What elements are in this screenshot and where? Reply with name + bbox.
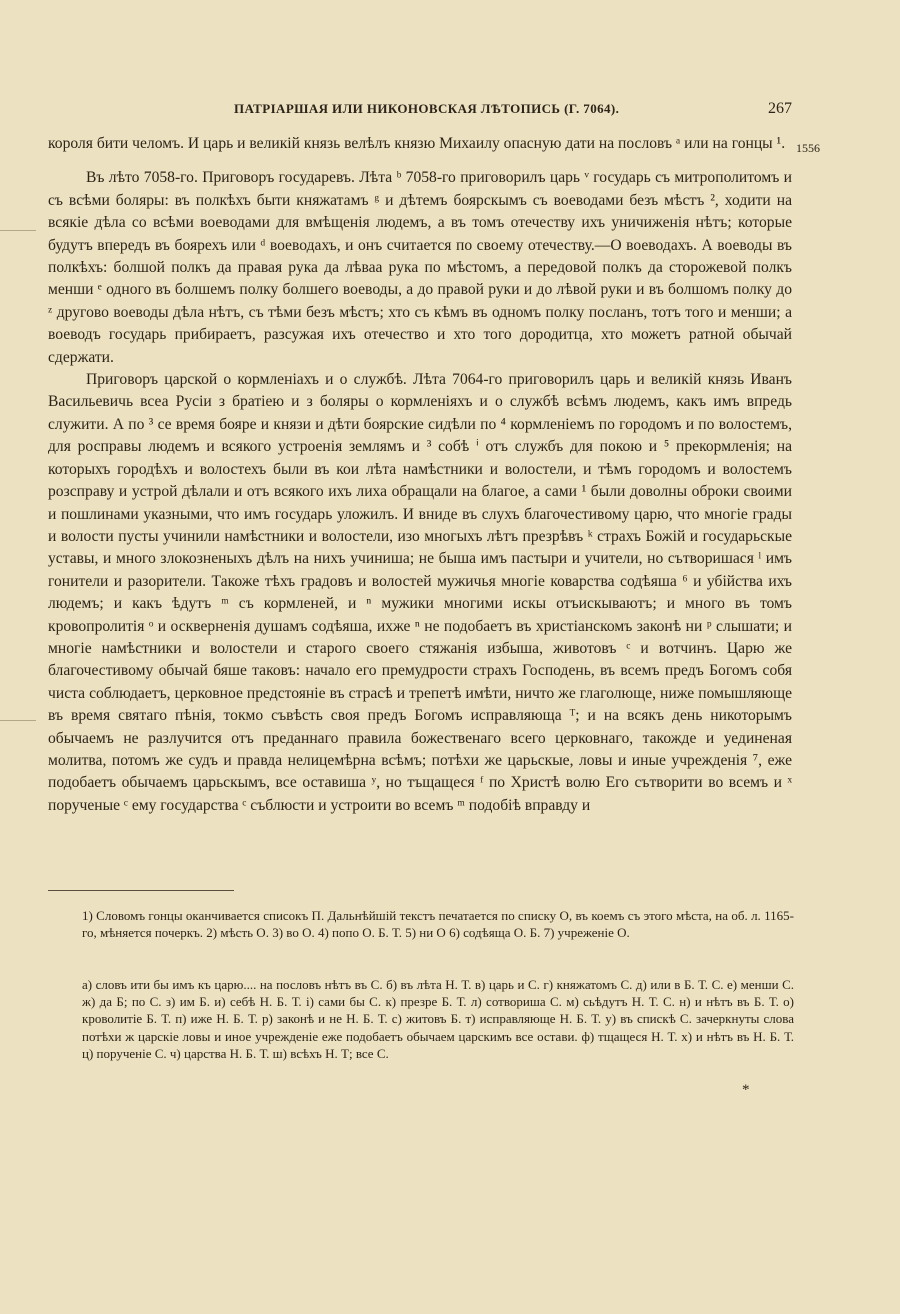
paragraph: короля бити челомъ. И царь и великій князь велѣлъ князю Михаилу опасную дати на пословъ ᵃ или на гонцы ¹. <box>48 135 786 152</box>
paragraph: Въ лѣто 7058-го. Приговоръ государевъ. Лѣта ᵇ 7058-го приговорилъ царь ᵛ государь съ митрополитомъ и съ всѣми боляры: въ полкѣхъ быти княжатамъ ᵍ и дѣтемъ боярскымъ съ воеводами безъ мѣстъ ², ходити на всякіе дѣла со всѣми воеводами для вмѣщенія людемъ, а въ томъ отечеству ихъ уничиженія нѣтъ; которые будутъ впередъ въ боярехъ или ᵈ воеводахъ, и онъ считается по своему отечеству.—О воеводахъ. А воеводы въ полкѣхъ: болшой полкъ да правая рука да лѣваа рука по мѣстомъ, а передовой полкъ да сторожевой полкъ менши ᵉ одного въ болшемъ полку болшего воеводы, а до правой руки и до лѣвой руки и въ болшомъ полку до ᶻ другово воеводы дѣла нѣтъ, съ тѣми безъ мѣстъ; хто съ кѣмъ въ одномъ полку посланъ, тотъ того и менши; а воеводъ государь прибираетъ, разсужая ихъ отечество и хто того дородитца, хто можетъ ратной обычай сдержати. <box>48 169 792 366</box>
margin-mark <box>0 720 36 721</box>
footnote-separator <box>48 890 234 891</box>
running-header <box>48 100 792 118</box>
main-text <box>48 133 792 817</box>
paragraph: Приговоръ царской о кормленіахъ и о службѣ. Лѣта 7064-го приговорилъ царь и великій князь Иванъ Васильевичь всеа Русіи з братіею и з боляры о кормленіяхъ и о службѣ всѣмъ людемъ, какъ имъ впредь служити. А по ³ се время бояре и князи и дѣти боярские сидѣли по ⁴ кормленіемъ по городомъ и по волостемъ, для росправы людемъ и всякого устроенія землямъ и ³ собѣ ⁱ отъ службъ для покою и ⁵ прекормленія; на которыхъ городѣхъ и волостехъ были въ кои лѣта намѣстники и волостели, и тѣмъ городомъ и волостемъ розсправу и устрой дѣлали и отъ всякого ихъ лиха обращали на благое, а сами ¹ были доволны оброки своими и пошлинами указными, что имъ государь уложилъ. И вниде въ слухъ благочестивому царю, что многіе грады и волости пусты учинили намѣстники и волостели, изо многыхъ лѣтъ презрѣвъ ᵏ страхъ Божій и государьскые уставы, и много злокозненыхъ дѣлъ на нихъ учиниша; не быша имъ пастыри и учители, но сътворишася ˡ имъ гонители и разорители. Такоже тѣхъ градовъ и волостей мужичья многіе коварства содѣяша ⁶ и убійства ихъ людемъ; и какъ ѣдутъ ᵐ съ кормленей, и ⁿ мужики многими искы отъискываютъ; и много въ томъ кровопролитія ᵒ и оскверненія душамъ содѣяша, ихже ⁿ не подобаетъ въ христіанскомъ законѣ ни ᵖ слышати; и многіе намѣстники и волостели и старого своего стяжанія избыша, животовъ ᶜ и вотчинъ. Царю же благочестивому обычай бяше таковъ: начало его премудрости страхъ Господень, въ всемъ предъ Богомъ собя чиста соблюдаетъ, церковное предстояніе въ страсѣ и трепетѣ имѣти, ничто же глаголюще, ниже помышляюще въ время святаго пѣнія, токмо съвѣсть своя предъ Богомъ исправляюща ᵀ; и на всякъ день никоторымъ обычаемъ не разлучится отъ преданнаго правила божественаго всего церковнаго, такожде и уединеная молитва, потомъ же судъ и правда нелицемѣрна всѣмъ; потѣхи же царьскые, ловы и иные учрежденія ⁷, еже подобаетъ обычаемъ царьскымъ, все оставиша ʸ, но тъщащеся ᶠ по Христѣ волю Его сътворити во всемъ и ˣ порученые ᶜ ему государства ᶜ съблюсти и устроити во всемъ ᵐ подобіѣ вправду и <box>48 371 792 814</box>
footnotes-lettered: а) словъ ити бы имъ къ царю.... на пословъ нѣтъ въ С. б) въ лѣта Н. Т. в) царь и С. г) княжатомъ С. д) или в Б. Т. С. е) менши С. ж) да Б; по С. з) им Б. и) себѣ Н. Б. Т. і) сами бы С. к) презре Б. Т. л) сотвориша С. м) сьѣдутъ Н. Т. С. н) и нѣтъ въ Б. Т. о) кроволитіе Б. Т. п) иже Н. Б. Т. р) законѣ и не Н. Б. Т. с) житовъ Б. т) исправляюще Н. Б. Т. у) въ спискѣ С. зачеркнуты слова потѣхи ж царскіе ловы и иное учрежденіе еже подобаетъ обычаем царскимъ все остави. ф) тщащеся Н. Т. х) и нѣтъ въ Н. Б. Т. ц) порученіе С. ч) царства Н. Б. Т. ш) всѣхъ Н. Т; все С. <box>82 977 794 1061</box>
page-number: 267 <box>768 100 792 117</box>
end-mark: * <box>742 1082 750 1098</box>
margin-mark <box>0 230 36 231</box>
footnotes-numbered: 1) Словомъ гонцы оканчивается списокъ П. Дальнѣйшій текстъ печатается по списку О, въ коемъ съ этого мѣста, на об. л. 1165-го, мѣняется почеркъ. 2) мѣсть О. 3) во О. 4) попо О. Б. Т. 5) ни О 6) содѣяща О. Б. 7) учреженіе О. <box>82 908 794 940</box>
marginal-year: 1556 <box>796 141 820 155</box>
running-title: ПАТРІАРШАЯ ИЛИ НИКОНОВСКАЯ ЛѢТОПИСЬ (Г. 7064). <box>234 101 620 116</box>
